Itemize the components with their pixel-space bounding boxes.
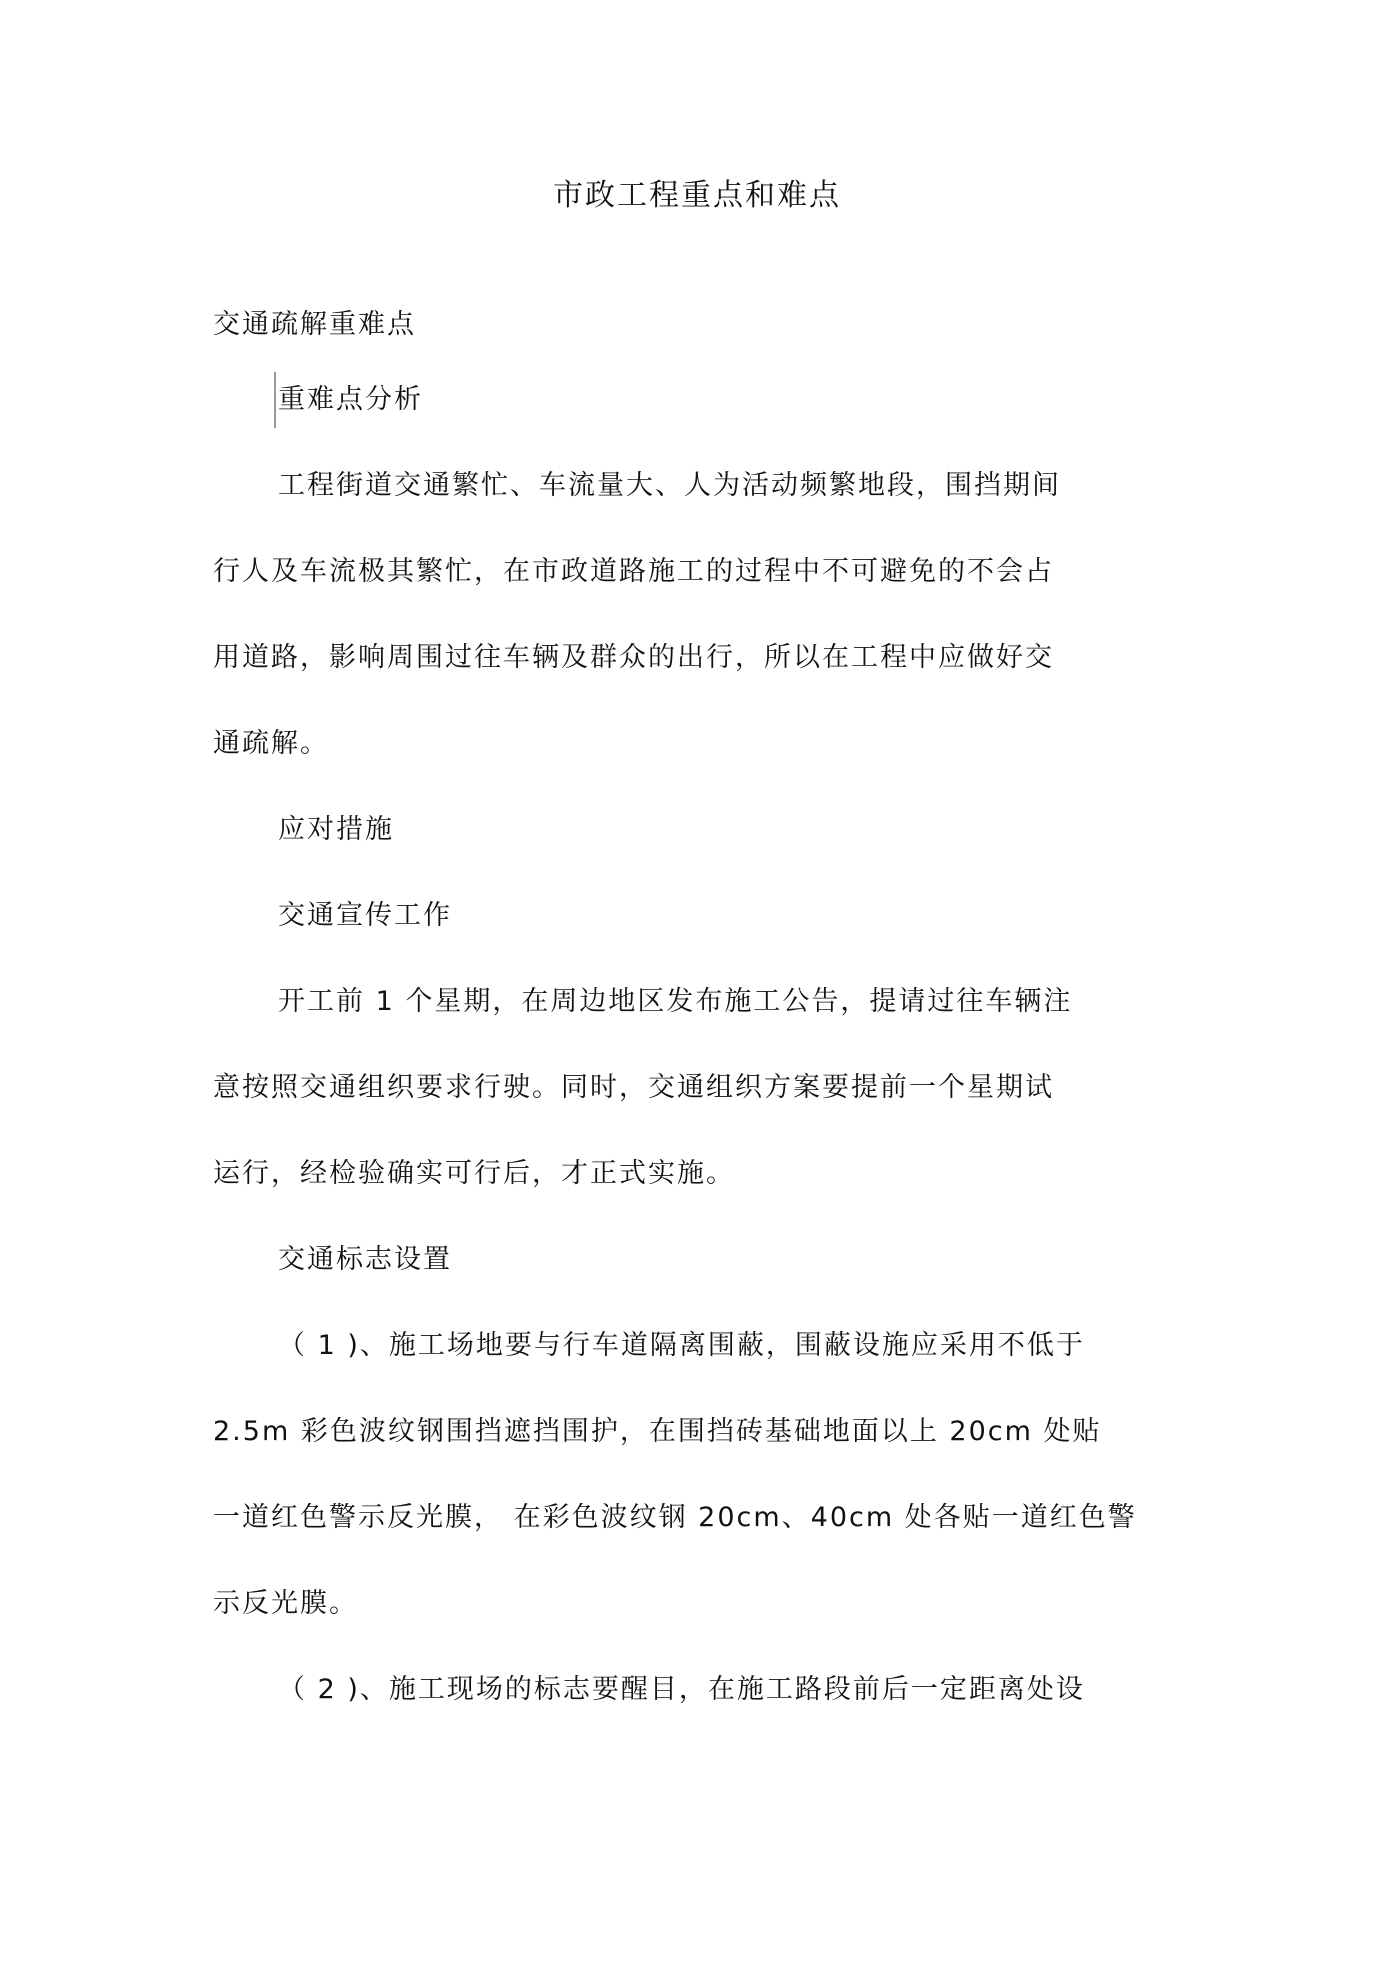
paragraph-line: 运行，经检验确实可行后，才正式实施。 <box>213 1158 735 1189</box>
section-heading: 交通疏解重难点 <box>213 309 416 340</box>
paragraph-line: 用道路，影响周围过往车辆及群众的出行，所以在工程中应做好交 <box>213 642 1054 673</box>
text-cursor <box>274 372 276 428</box>
paragraph-line: 工程街道交通繁忙、车流量大、人为活动频繁地段，围挡期间 <box>278 470 1061 501</box>
paragraph-line: 意按照交通组织要求行驶。同时，交通组织方案要提前一个星期试 <box>213 1072 1054 1103</box>
paragraph-line: 2.5m 彩色波纹钢围挡遮挡围护，在围挡砖基础地面以上 20cm 处贴 <box>213 1416 1102 1447</box>
paragraph-line: （ 1 )、施工场地要与行车道隔离围蔽，围蔽设施应采用不低于 <box>278 1330 1085 1361</box>
document-title: 市政工程重点和难点 <box>553 178 841 213</box>
paragraph-line: 通疏解。 <box>213 728 329 759</box>
paragraph-line: 一道红色警示反光膜， 在彩色波纹钢 20cm、40cm 处各贴一道红色警 <box>213 1502 1137 1533</box>
subsection-heading: 交通标志设置 <box>278 1244 452 1275</box>
subsection-heading: 应对措施 <box>278 814 394 845</box>
paragraph-line: （ 2 )、施工现场的标志要醒目，在施工路段前后一定距离处设 <box>278 1674 1085 1705</box>
subsection-heading: 交通宣传工作 <box>278 900 452 931</box>
subsection-heading: 重难点分析 <box>278 384 423 415</box>
paragraph-line: 开工前 1 个星期，在周边地区发布施工公告，提请过往车辆注 <box>278 986 1073 1017</box>
paragraph-line: 行人及车流极其繁忙，在市政道路施工的过程中不可避免的不会占 <box>213 556 1054 587</box>
paragraph-line: 示反光膜。 <box>213 1588 358 1619</box>
